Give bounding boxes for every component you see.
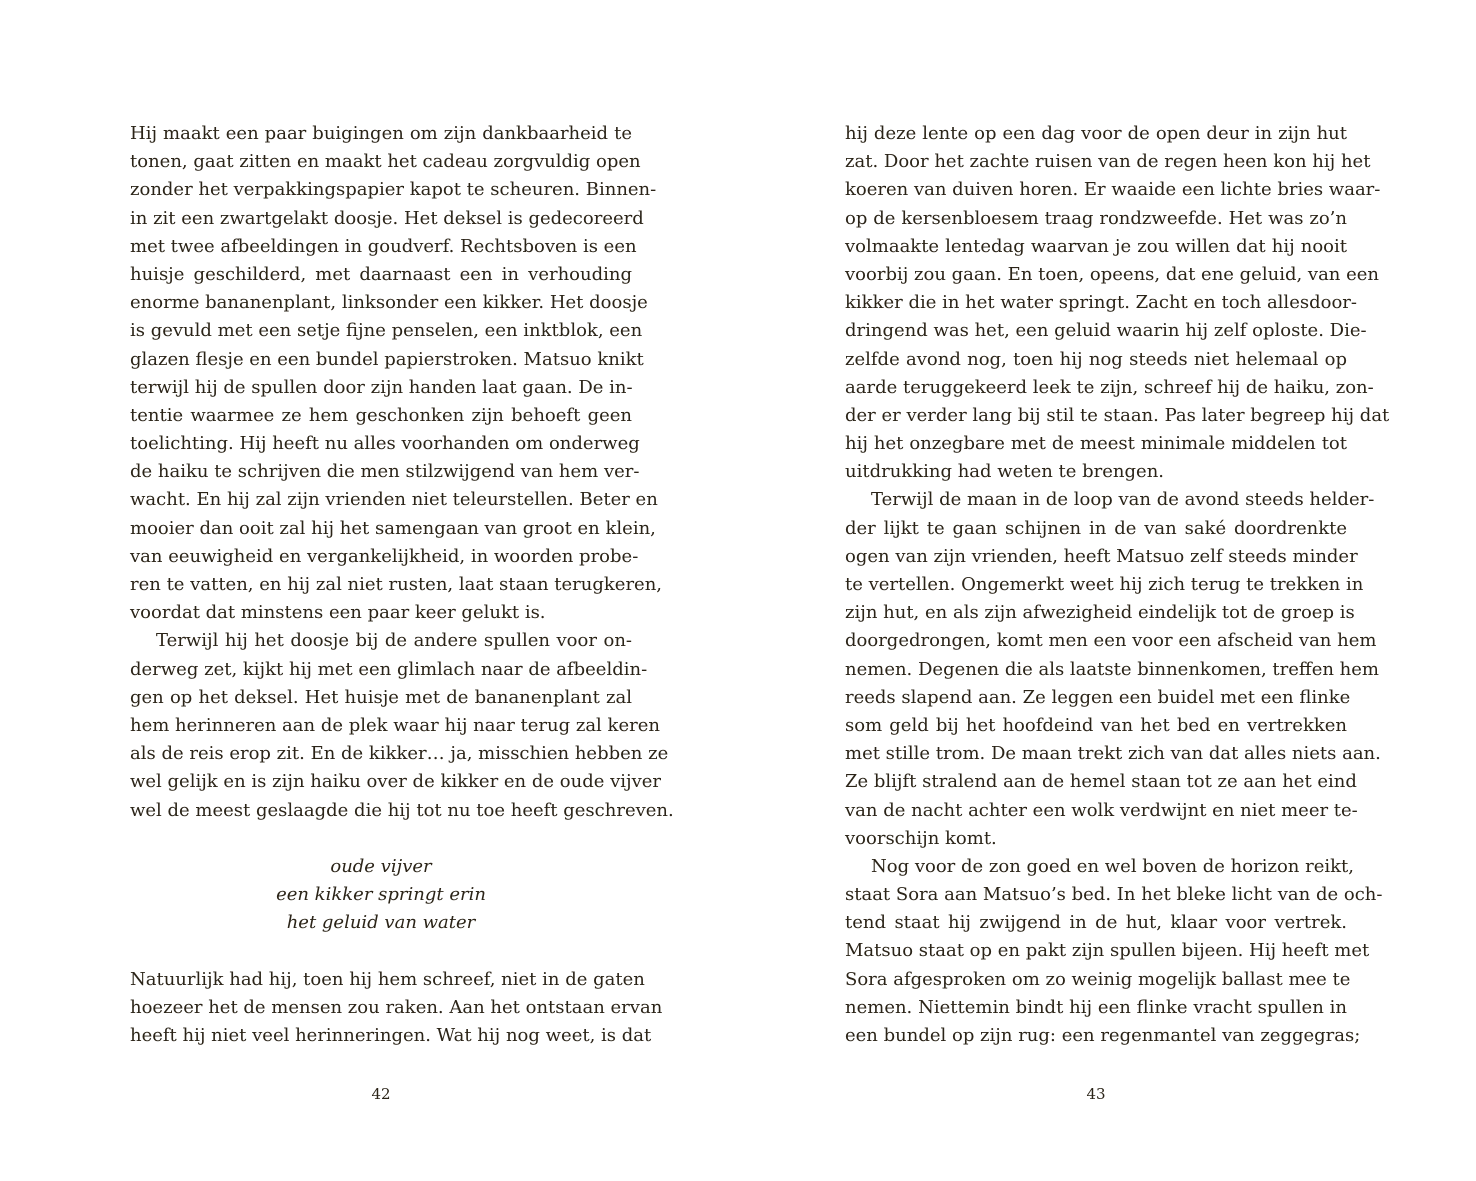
text-line: ren te vatten, en hij zal niet rusten, laat staan terugkeren, — [130, 574, 663, 595]
text-line: kikker die in het water springt. Zacht en toch allesdoor- — [845, 292, 1357, 314]
text-line: hij deze lente op een dag voor de open deur in zijn hut — [845, 123, 1347, 144]
text-line: als de reis erop zit. En de kikker… ja, misschien hebben ze — [130, 743, 669, 765]
text-line: ogen van zijn vrienden, heeft Matsuo zelf steeds minder — [845, 545, 1358, 567]
spacer — [130, 825, 632, 853]
poem-line: een kikker springt erin — [276, 884, 486, 906]
text-line: de haiku te schrijven die men stilzwijgend van hem ver- — [130, 461, 640, 483]
paragraph — [130, 120, 663, 627]
text-line: tonen, gaat zitten en maakt het cadeau zorgvuldig open — [130, 151, 641, 173]
text-line: Sora afgesproken om zo weinig mogelijk ballast mee te — [845, 968, 1351, 990]
text-line: enorme bananenplant, linksonder een kikker. Het doosje — [130, 292, 648, 314]
text-line: zonder het verpakkingspapier kapot te scheuren. Binnen- — [130, 179, 657, 201]
text-line: terwijl hij de spullen door zijn handen laat gaan. De in- — [130, 376, 633, 398]
paragraph — [130, 966, 663, 1051]
text-line: wel gelijk en is zijn haiku over de kikker en de oude vijver — [130, 771, 662, 793]
text-line: aarde teruggekeerd leek te zijn, schreef hij de haiku, zon- — [845, 376, 1374, 398]
text-line: wacht. En hij zal zijn vrienden niet teleurstellen. Beter en — [130, 489, 658, 511]
left-page — [130, 120, 674, 1050]
spacer — [130, 937, 632, 965]
text-line: glazen flesje en een bundel papierstroken. Matsuo knikt — [130, 348, 644, 370]
text-line: zijn hut, en als zijn afwezigheid eindelijk tot de groep is — [845, 602, 1355, 624]
text-line: Nog voor de zon goed en wel boven de horizon reikt, — [871, 855, 1354, 877]
text-line: op de kersenbloesem traag rondzweefde. Het was zo’n — [845, 207, 1347, 229]
text-line: nemen. Degenen die als laatste binnenkomen, treffen hem — [845, 658, 1379, 680]
paragraph — [845, 120, 1390, 486]
text-line: tend staat hij zwijgend in de hut, klaar voor vertrek. — [845, 912, 1347, 934]
poem-line: oude vijver — [330, 855, 432, 877]
text-line: derweg zet, kijkt hij met een glimlach naar de afbeeldin- — [130, 658, 648, 680]
text-line: som geld bij het hoofdeind van het bed en vertrekken — [845, 714, 1347, 736]
text-line: hij het onzegbare met de meest minimale middelen tot — [845, 433, 1347, 455]
paragraph — [130, 627, 674, 824]
text-line: uitdrukking had weten te brengen. — [845, 461, 1165, 483]
text-line: te vertellen. Ongemerkt weet hij zich terug te trekken in — [845, 574, 1364, 595]
text-line: met stille trom. De maan trekt zich van dat alles niets aan. — [845, 743, 1381, 765]
text-line: Terwijl de maan in de loop van de avond steeds helder- — [871, 489, 1375, 511]
text-line: reeds slapend aan. Ze leggen een buidel met een flinke — [845, 686, 1351, 708]
text-line: volmaakte lentedag waarvan je zou willen dat hij nooit — [845, 235, 1347, 257]
text-line: huisje geschilderd, met daarnaast een in verhouding — [130, 263, 632, 285]
text-line: voordat dat minstens een paar keer gelukt is. — [130, 602, 546, 624]
paragraph — [845, 853, 1383, 1050]
haiku-poem — [130, 853, 632, 938]
text-line: in zit een zwartgelakt doosje. Het deksel is gedecoreerd — [130, 207, 644, 229]
text-line: mooier dan ooit zal hij het samengaan van groot en klein, — [130, 517, 656, 539]
text-line: hoezeer het de mensen zou raken. Aan het ontstaan ervan — [130, 996, 663, 1018]
text-line: Natuurlijk had hij, toen hij hem schreef, niet in de gaten — [130, 968, 645, 990]
text-line: nemen. Niettemin bindt hij een flinke vracht spullen in — [845, 996, 1347, 1018]
poem-line: het geluid van water — [286, 912, 476, 934]
text-line: dringend was het, een geluid waarin hij zelf oploste. Die- — [845, 320, 1367, 342]
text-line: Ze blijft stralend aan de hemel staan tot ze aan het eind — [845, 771, 1357, 793]
text-line: van de nacht achter een wolk verdwijnt en niet meer te- — [845, 799, 1358, 821]
text-line: van eeuwigheid en vergankelijkheid, in woorden probe- — [130, 545, 639, 567]
text-line: gen op het deksel. Het huisje met de bananenplant zal — [130, 686, 632, 708]
text-line: staat Sora aan Matsuo’s bed. In het bleke licht van de och- — [845, 884, 1383, 906]
text-line: is gevuld met een setje fijne penselen, een inktblok, een — [130, 320, 643, 342]
text-line: hem herinneren aan de plek waar hij naar terug zal keren — [130, 714, 660, 736]
text-line: Terwijl hij het doosje bij de andere spullen voor on- — [156, 630, 632, 652]
text-line: der lijkt te gaan schijnen in de van saké doordrenkte — [845, 517, 1347, 539]
text-line: Matsuo staat op en pakt zijn spullen bijeen. Hij heeft met — [845, 940, 1370, 962]
text-line: koeren van duiven horen. Er waaide een lichte bries waar- — [845, 179, 1381, 201]
paragraph — [845, 486, 1381, 852]
text-line: tentie waarmee ze hem geschonken zijn behoeft geen — [130, 404, 632, 426]
page-number: 43 — [1086, 1085, 1106, 1103]
text-line: voorschijn komt. — [845, 827, 997, 849]
text-line: zelfde avond nog, toen hij nog steeds niet helemaal op — [845, 348, 1347, 370]
text-line: een bundel op zijn rug: een regenmantel van zeggegras; — [845, 1025, 1361, 1046]
right-page — [845, 120, 1390, 1050]
text-line: zat. Door het zachte ruisen van de regen heen kon hij het — [845, 151, 1371, 173]
text-line: doorgedrongen, komt men een voor een afscheid van hem — [845, 630, 1377, 652]
text-line: Hij maakt een paar buigingen om zijn dankbaarheid te — [130, 123, 632, 144]
text-line: met twee afbeeldingen in goudverf. Rechtsboven is een — [130, 235, 637, 257]
text-line: toelichting. Hij heeft nu alles voorhanden om onderweg — [130, 433, 640, 455]
text-line: wel de meest geslaagde die hij tot nu toe heeft geschreven. — [130, 799, 674, 821]
text-line: der er verder lang bij stil te staan. Pas later begreep hij dat — [845, 404, 1390, 426]
page-number: 42 — [371, 1085, 391, 1103]
text-line: heeft hij niet veel herinneringen. Wat hij nog weet, is dat — [130, 1025, 652, 1046]
text-line: voorbij zou gaan. En toen, opeens, dat ene geluid, van een — [845, 263, 1380, 285]
